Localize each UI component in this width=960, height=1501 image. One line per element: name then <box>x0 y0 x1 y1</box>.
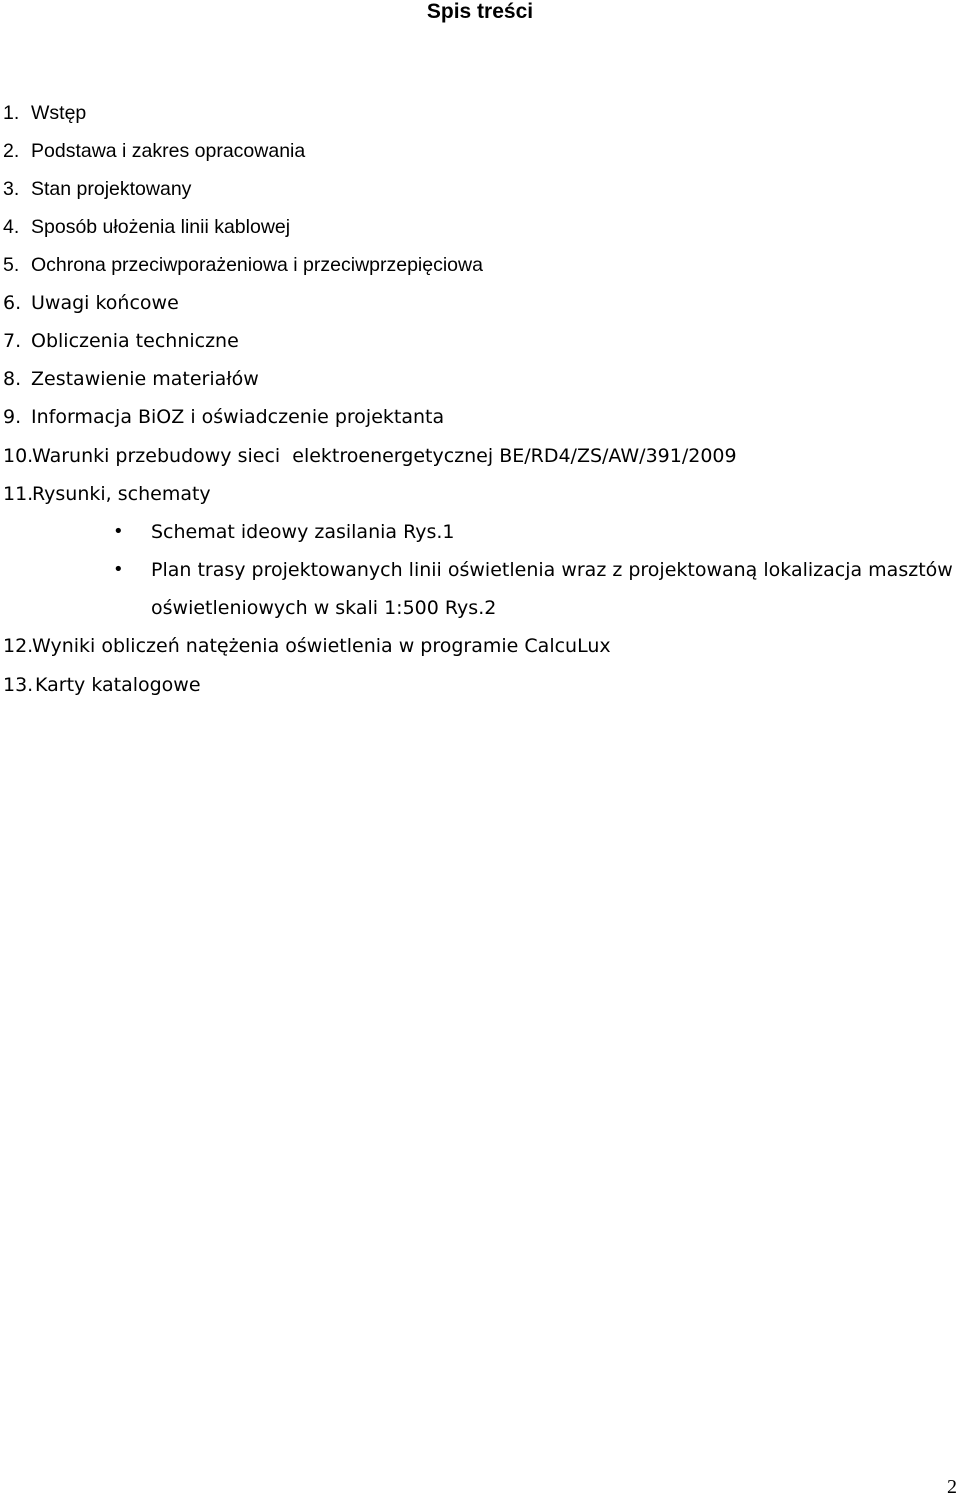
toc-item <box>3 170 191 208</box>
toc-item <box>3 398 444 436</box>
toc-item-number: 3. <box>3 178 20 200</box>
toc-item <box>3 437 737 475</box>
toc-item-number: 6. <box>3 292 22 314</box>
toc-item <box>3 322 239 360</box>
toc-item <box>3 94 86 132</box>
bullet-icon: • <box>113 559 124 580</box>
toc-item-number: 11. <box>3 483 34 505</box>
toc-subitem-continuation: oświetleniowych w skali 1:500 Rys.2 <box>151 597 497 619</box>
toc-item-number: 7. <box>3 330 22 352</box>
toc-item-label: Podstawa i zakres opracowania <box>31 140 306 162</box>
toc-item-label: Sposób ułożenia linii kablowej <box>31 216 291 238</box>
toc-item-number: 8. <box>3 368 22 390</box>
toc-item-label: Wstęp <box>31 102 87 124</box>
toc-item-number: 5. <box>3 254 20 276</box>
toc-item-number: 2. <box>3 140 20 162</box>
toc-item-number: 1. <box>3 102 20 124</box>
toc-item-number: 10. <box>3 445 34 467</box>
toc-item-number: 9. <box>3 406 22 428</box>
toc-item-label: Stan projektowany <box>31 178 192 200</box>
toc-item-label: Warunki przebudowy sieci elektroenergetycznej BE/RD4/ZS/AW/391/2009 <box>32 445 737 467</box>
toc-item-label: Wyniki obliczeń natężenia oświetlenia w programie CalcuLux <box>32 635 611 657</box>
toc-title: Spis treści <box>426 0 534 23</box>
toc-item-number: 12. <box>3 635 34 657</box>
toc-item <box>3 627 611 665</box>
toc-item-label: Rysunki, schematy <box>32 483 211 505</box>
toc-item-label: Zestawienie materiałów <box>31 368 259 390</box>
toc-item <box>3 132 305 170</box>
toc-item-number: 4. <box>3 216 20 238</box>
toc-subitem-label: Plan trasy projektowanych linii oświetlenia wraz z projektowaną lokalizacja masztów <box>151 559 953 581</box>
toc-item-label: Obliczenia techniczne <box>31 330 239 352</box>
toc-item <box>3 475 211 513</box>
toc-item-label: Ochrona przeciwporażeniowa i przeciwprzepięciowa <box>31 254 483 276</box>
toc-item <box>3 284 179 322</box>
toc-item-label: Informacja BiOZ i oświadczenie projektanta <box>31 406 445 428</box>
toc-item-number: 13. <box>3 674 34 696</box>
bullet-icon: • <box>113 521 124 542</box>
toc-item <box>3 208 290 246</box>
toc-item-label: Uwagi końcowe <box>31 292 179 314</box>
toc-item <box>3 246 483 284</box>
page-number: 2 <box>947 1476 957 1498</box>
toc-subitem-label: Schemat ideowy zasilania Rys.1 <box>151 521 455 543</box>
toc-item <box>3 360 259 398</box>
toc-item <box>3 666 201 704</box>
toc-item-label: Karty katalogowe <box>35 674 201 696</box>
